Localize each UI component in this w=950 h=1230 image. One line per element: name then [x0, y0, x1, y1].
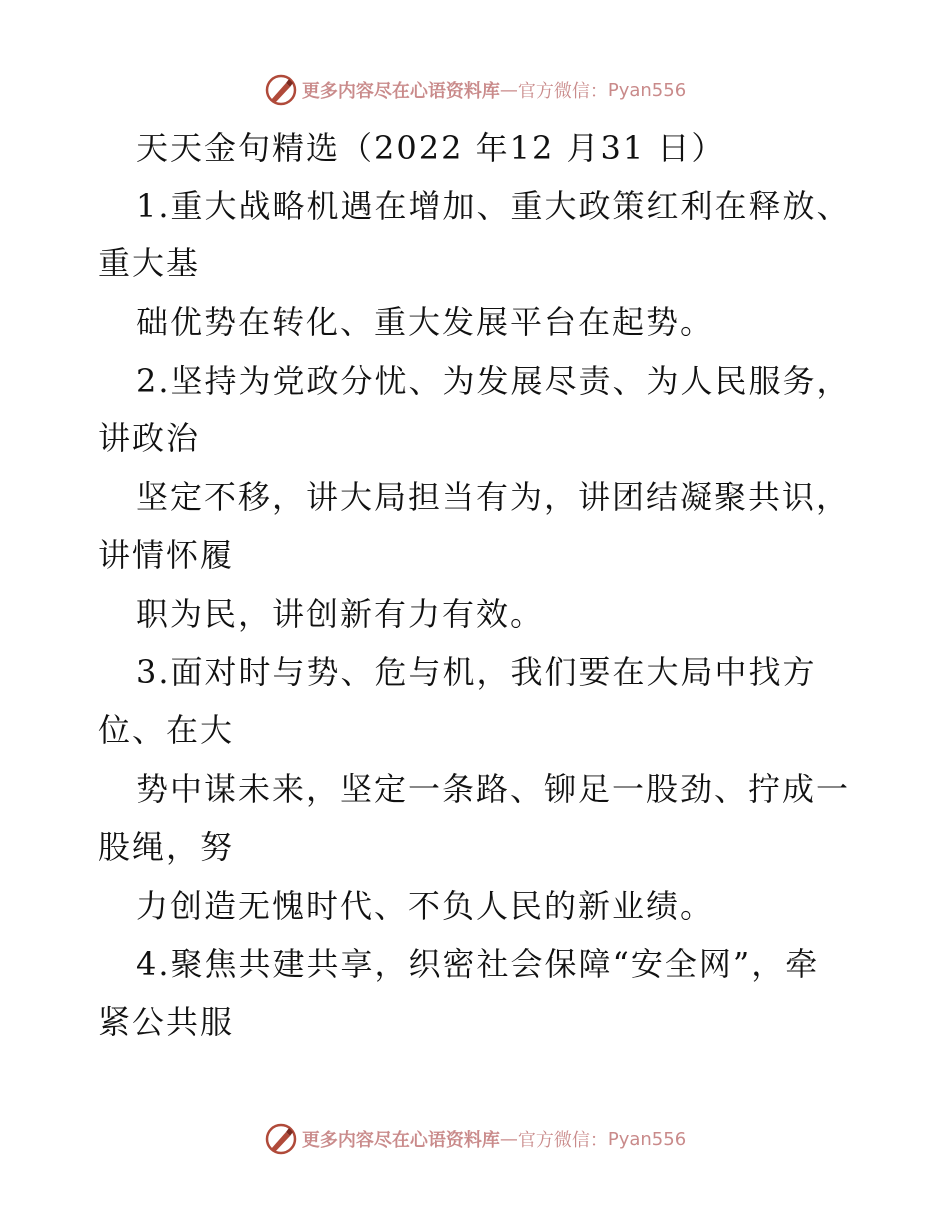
- text-line: 讲政治: [98, 419, 201, 457]
- text-line: 1.重大战略机遇在增加、重大政策红利在释放、: [136, 187, 851, 225]
- text-line: 势中谋未来，坚定一条路、铆足一股劲、拧成一: [136, 770, 851, 808]
- watermark-wechat-id: Pyan556: [607, 79, 687, 101]
- watermark-separator: —: [499, 1128, 518, 1150]
- text-line: 坚定不移，讲大局担当有为，讲团结凝聚共识，: [136, 478, 851, 516]
- watermark-separator: —: [499, 79, 518, 101]
- text-line: 位、在大: [98, 711, 235, 749]
- text-line: 4.聚焦共建共享，织密社会保障“安全网”，牵: [136, 945, 820, 983]
- text-line: 3.面对时与势、危与机，我们要在大局中找方: [136, 653, 817, 691]
- watermark-wechat-label: 官方微信：: [517, 1130, 608, 1151]
- text-line: 重大基: [98, 244, 201, 282]
- text-line: 紧公共服: [98, 1003, 235, 1041]
- text-line: 股绳，努: [98, 828, 235, 866]
- text-line: 力创造无愧时代、不负人民的新业绩。: [136, 887, 715, 925]
- text-line: 职为民，讲创新有力有效。: [136, 595, 545, 633]
- pen-logo-icon: [264, 1122, 298, 1156]
- watermark-text: 更多内容尽在心语资料库: [301, 1130, 500, 1151]
- watermark-text: 更多内容尽在心语资料库: [301, 81, 500, 102]
- pen-logo-icon: [264, 73, 298, 107]
- watermark-wechat-id: Pyan556: [607, 1128, 687, 1150]
- text-line: 础优势在转化、重大发展平台在起势。: [136, 303, 715, 341]
- text-line: 讲情怀履: [98, 536, 235, 574]
- document-title: 天天金句精选（2022 年12 月31 日）: [136, 129, 726, 167]
- footer-watermark: [0, 1121, 950, 1157]
- text-line: 2.坚持为党政分忧、为发展尽责、为人民服务，: [136, 362, 851, 400]
- header-watermark: [0, 72, 950, 108]
- watermark-wechat-label: 官方微信：: [517, 81, 608, 102]
